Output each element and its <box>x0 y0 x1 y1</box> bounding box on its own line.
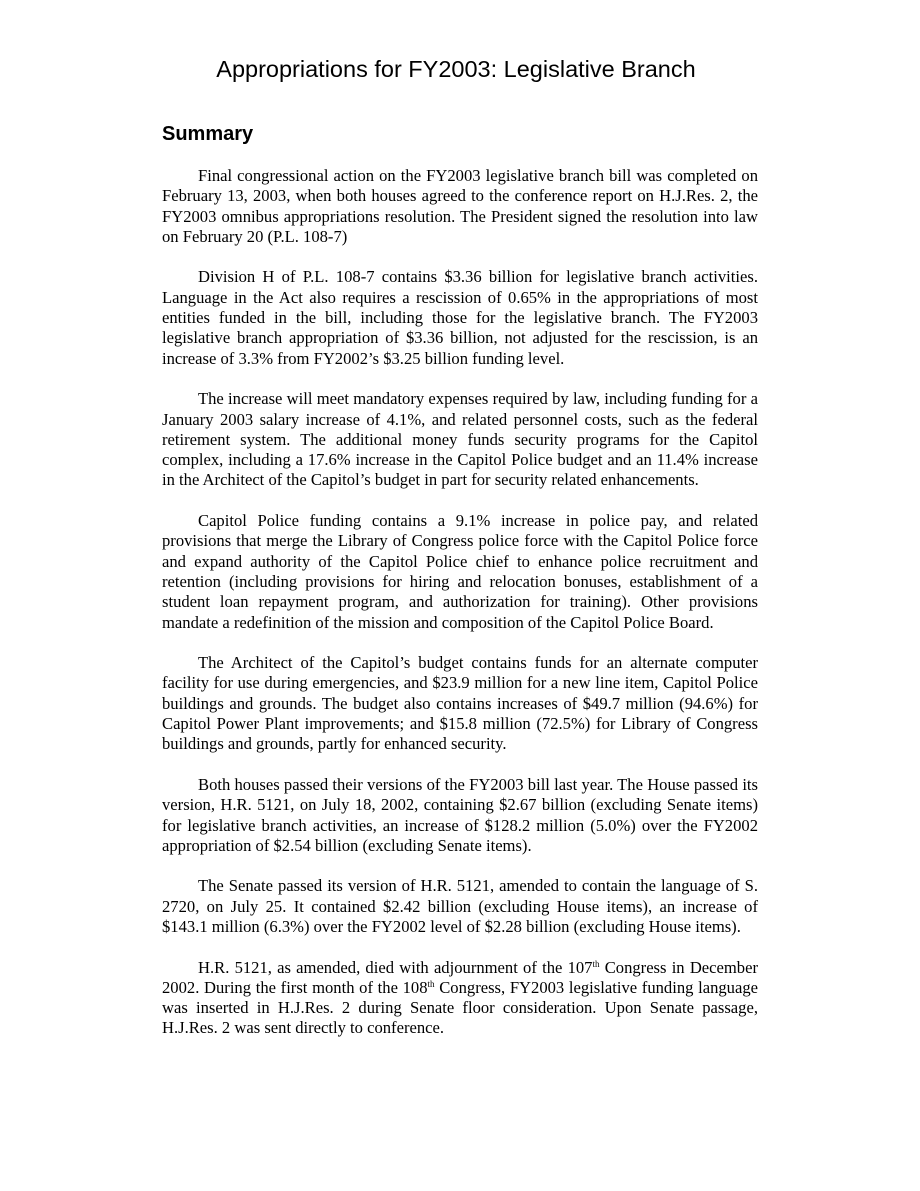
summary-body <box>162 166 758 1059</box>
paragraph-division-h: Division H of P.L. 108-7 contains $3.36 billion for legislative branch activities. Language in the Act also requires a rescission of 0.65% in the appropriations of most entities funded in the bill, including those for the legislative branch. The FY2003 legislative branch appropriation of $3.36 billion, not adjusted for the rescission, is an increase of 3.3% from FY2002’s $3.25 billion funding level. <box>162 267 758 368</box>
paragraph-text-part: Congress in December 2002. During the first month of the 108 <box>162 957 758 997</box>
superscript-ordinal: th <box>427 978 435 989</box>
document-page <box>162 52 758 1038</box>
paragraph-architect: The Architect of the Capitol’s budget contains funds for an alternate computer facility for use during emergencies, and $23.9 million for a new line item, Capitol Police buildings and grounds. The budget also contains increases of $49.7 million (94.6%) for Capitol Power Plant improvements; and $15.8 million (72.5%) for Library of Congress buildings and grounds, partly for enhanced security. <box>162 653 758 754</box>
paragraph-house-passage: Both houses passed their versions of the FY2003 bill last year. The House passed its version, H.R. 5121, on July 18, 2002, containing $2.67 billion (excluding Senate items) for legislative branch activities, an increase of $128.2 million (5.0%) over the FY2002 appropriation of $2.54 billion (excluding Senate items). <box>162 774 758 855</box>
paragraph-hr5121-status <box>162 958 758 1039</box>
section-heading-summary: Summary <box>162 123 254 145</box>
superscript-ordinal: th <box>592 958 600 969</box>
paragraph-text-part: Congress, FY2003 legislative funding language was inserted in H.J.Res. 2 during Senate floor consideration. Upon Senate passage, H.J.Res. 2 was sent directly to conference. <box>162 977 758 1038</box>
paragraph-senate-passage: The Senate passed its version of H.R. 5121, amended to contain the language of S. 2720, on July 25. It contained $2.42 billion (excluding House items), an increase of $143.1 million (6.3%) over the FY2002 level of $2.28 billion (excluding House items). <box>162 876 758 936</box>
paragraph-text-part: H.R. 5121, as amended, died with adjournment of the 107 <box>198 957 593 977</box>
paragraph-capitol-police: Capitol Police funding contains a 9.1% increase in police pay, and related provisions that merge the Library of Congress police force with the Capitol Police force and expand authority of the Capitol Police chief to enhance police recruitment and retention (including provisions for hiring and relocation bonuses, establishment of a student loan repayment program, and authorization for training). Other provisions mandate a redefinition of the mission and composition of the Capitol Police Board. <box>162 511 758 632</box>
paragraph-increase: The increase will meet mandatory expenses required by law, including funding for a January 2003 salary increase of 4.1%, and related personnel costs, such as the federal retirement system. The additional money funds security programs for the Capitol complex, including a 17.6% increase in the Capitol Police budget and an 11.4% increase in the Architect of the Capitol’s budget in part for security related enhancements. <box>162 389 758 490</box>
paragraph-final-action: Final congressional action on the FY2003 legislative branch bill was completed on February 13, 2003, when both houses agreed to the conference report on H.J.Res. 2, the FY2003 omnibus appropriations resolution. The President signed the resolution into law on February 20 (P.L. 108-7) <box>162 166 758 246</box>
document-title: Appropriations for FY2003: Legislative Branch <box>216 56 696 82</box>
